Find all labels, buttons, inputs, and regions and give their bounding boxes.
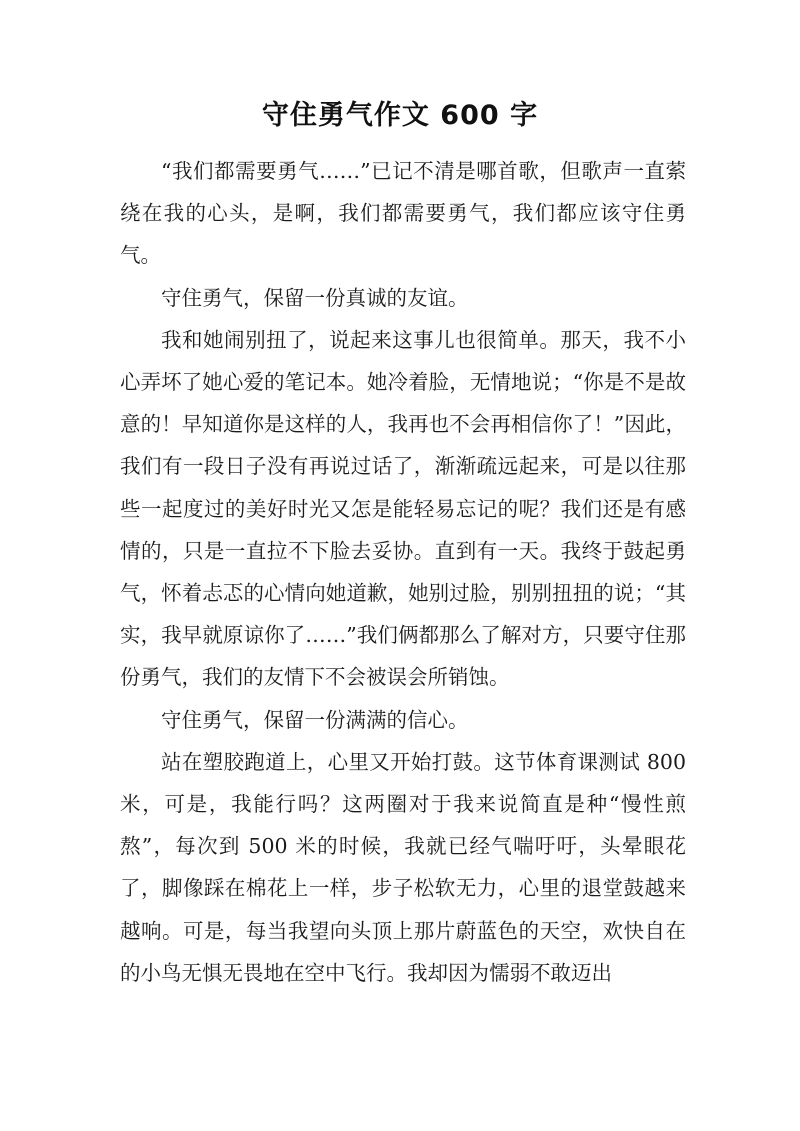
document-title: 守住勇气作文 600 字 xyxy=(261,100,539,131)
paragraph-friendship-heading: 守住勇气，保留一份真诚的友谊。 xyxy=(161,285,469,310)
document-body xyxy=(120,150,686,994)
paragraph-running-story: 站在塑胶跑道上，心里又开始打鼓。这节体育课测试 800 米，可是，我能行吗？这两圈对于我来说简直是种“慢性煎熬”，每次到 500 米的时候，我就已经气喘吁吁，头晕眼花了，脚像踩在棉花上一样，步子松软无力，心里的退堂鼓越来越响。可是，每当我望向头顶上那片蔚蓝色的天空，欢快自在的小鸟无惧无畏地在空中飞行。我却因为懦弱不敢迈出 xyxy=(120,749,686,985)
paragraph-confidence-heading: 守住勇气，保留一份满满的信心。 xyxy=(161,707,469,732)
paragraph-intro: “我们都需要勇气……”已记不清是哪首歌，但歌声一直萦绕在我的心头，是啊，我们都需要勇气，我们都应该守住勇气。 xyxy=(120,159,686,268)
paragraph-friendship-story: 我和她闹别扭了，说起来这事儿也很简单。那天，我不小心弄坏了她心爱的笔记本。她冷着脸，无情地说；“你是不是故意的！早知道你是这样的人，我再也不会再相信你了！”因此，我们有一段日子没有再说过话了，渐渐疏远起来，可是以往那些一起度过的美好时光又怎是能轻易忘记的呢？我们还是有感情的，只是一直拉不下脸去妥协。直到有一天。我终于鼓起勇气，怀着忐忑的心情向她道歉，她别过脸，别别扭扭的说；“其实，我早就原谅你了……”我们俩都那么了解对方，只要守住那份勇气，我们的友情下不会被误会所销蚀。 xyxy=(120,327,686,690)
